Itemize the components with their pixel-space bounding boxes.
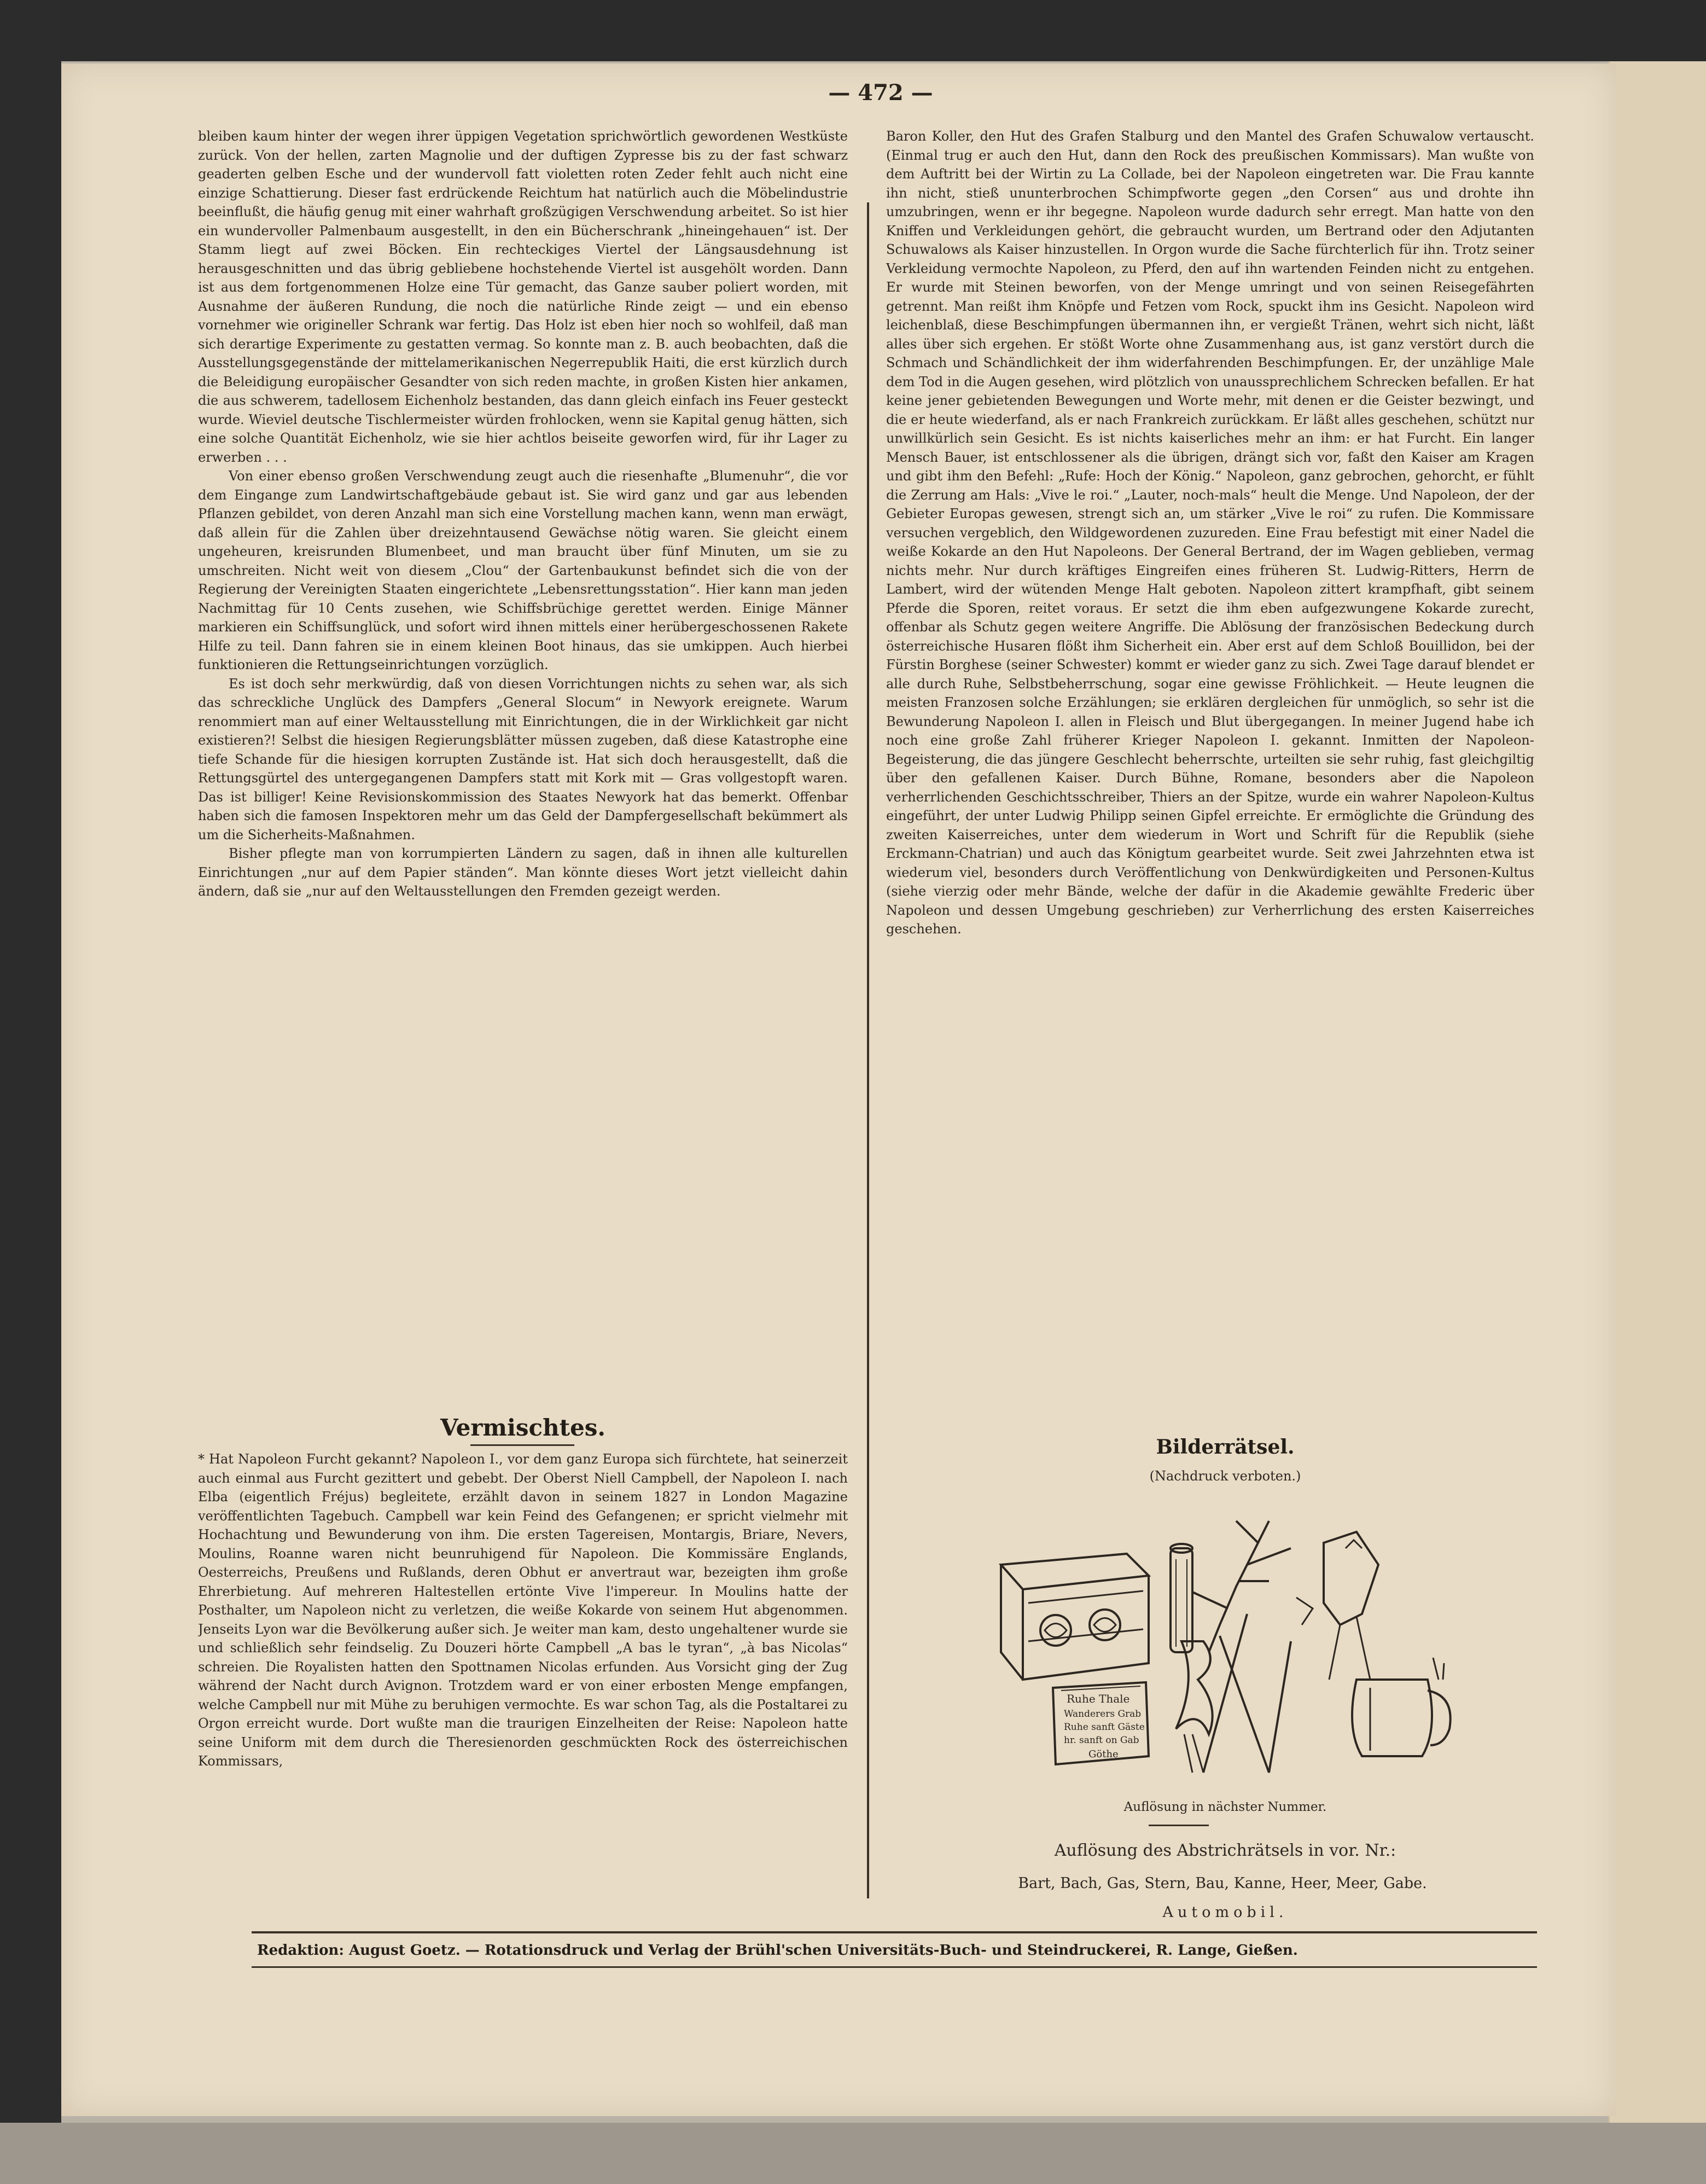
sign-line: Göthe — [1088, 1749, 1119, 1760]
section-heading: Vermischtes. — [440, 1414, 606, 1441]
puzzle-subtitle: (Nachdruck verboten.) — [1149, 1468, 1301, 1484]
page-number: — 472 — — [828, 80, 933, 106]
next-page-edge — [1608, 61, 1706, 2123]
left-paragraph: Von einer ebenso großen Verschwendung zeugt auch die riesenhafte „Blumenuhr“, die vor dem Eingange zum Landwirtschaftgebäude gebaut ist. Sie wird ganz und gar aus lebenden Pflanzen gebildet, von deren Anzahl man sich eine Vorstellung machen kann, wenn man erwägt, daß allein für die Zahlen über dreizehntausend Gewächse nötig waren. Sie gleicht einem ungeheuren, kreisrunden Blumenbeet, und man braucht über fünf Minuten, um sie zu umschreiten. Nicht weit von diesem „Clou“ der Gartenbaukunst befindet sich die von der Regierung der Vereinigten Staaten eingerichtete „Lebensrettungsstation“. Hier kann man jeden Nachmittag für 10 Cents zusehen, wie Schiffsbrüchige gerettet werden. Einige Männer markieren ein Schiffsunglück, und sofort wird ihnen mittels einer herübergeschossenen Rakete Hilfe zu teil. Dann fahren sie in einem kleinen Boot hinaus, das sie umkippen. Auch hierbei funktionieren die Rettungseinrichtungen vorzüglich. — [198, 468, 848, 672]
left-paragraph: Es ist doch sehr merkwürdig, daß von diesen Vorrichtungen nichts zu sehen war, als sich das schreckliche Unglück des Dampfers „General Slocum“ in Newyork ereignete. Warum renommiert man auf einer Weltausstellung mit Einrichtungen, die in der Wirklichkeit gar nicht existieren?! Selbst die hiesigen Regierungsblätter müssen zugeben, daß diese Katastrophe eine tiefe Schande für die hiesigen korrupten Zustände ist. Hat sich doch herausgestellt, daß die Rettungsgürtel des untergegangenen Dampfers statt mit Kork mit — Gras vollgestopft waren. Das ist billiger! Keine Revisionskommission des Staates Newyork hat das bemerkt. Offenbar haben sich die famosen Inspektoren mehr um das Geld der Dampfergesellschaft bekümmert als um die Sicherheits-Maßnahmen. — [198, 676, 848, 843]
sign-line: Ruhe Thale — [1067, 1692, 1130, 1705]
imprint-rule-bottom — [252, 1966, 1537, 1968]
chest-drawing — [1001, 1554, 1149, 1680]
imprint-rule-top — [252, 1931, 1537, 1933]
imprint-line: Redaktion: August Goetz. — Rotationsdruck und Verlag der Brühl'schen Universitäts-Buch- und Steindruckerei, R. Lange, Gießen. — [257, 1942, 1298, 1959]
sign-line: hr. sanft on Gab — [1064, 1735, 1139, 1746]
puzzle-divider — [1149, 1825, 1209, 1826]
jug-drawing — [1352, 1658, 1451, 1756]
cylinder-drawing — [1171, 1544, 1192, 1652]
plant-drawing — [1176, 1641, 1213, 1773]
puzzle-caption: Auflösung in nächster Nummer. — [1123, 1800, 1327, 1814]
solution-answer: Automobil. — [1162, 1904, 1288, 1921]
left-paragraph: bleiben kaum hinter der wegen ihrer üppigen Vegetation sprichwörtlich gewordenen Westküste zurück. Von der hellen, zarten Magnolie und der duftigen Zypresse bis zu der fast schwarz geaderten gelben Esche und der wundervoll fatt violetten roten Zeder fehlt auch nicht eine einzige Schattierung. Dieser fast erdrückende Reichtum hat natürlich auch die Möbelindustrie beeinflußt, die häufig genug mit einer wahrhaft großzügigen Verschwendung arbeitet. So ist hier ein wundervoller Palmenbaum ausgestellt, in den ein Bücherschrank „hineingehauen“ ist. Der Stamm liegt auf zwei Böcken. Ein rechteckiges Viertel der Längsausdehnung ist herausgeschnitten und das übrig gebliebene hochstehende Viertel ist ausgehölt worden. Dann ist aus dem fortgenommenen Holze eine Tür gemacht, das Ganze sauber poliert worden, mit Ausnahme der äußeren Rundung, die noch die natürliche Rinde zeigt — und ein ebenso vornehmer wie origineller Schrank war fertig. Das Holz ist eben hier noch so wohlfeil, daß man sich derartige Experimente zu gestatten vermag. So konnte man z. B. auch beobachten, daß die Ausstellungsgegenstände der mittelamerikanischen Negerrepublik Haiti, die erst kürzlich durch die Beleidigung europäischer Gesandter von sich reden machte, in großen Kisten hier ankamen, die aus schwerem, tadellosem Eichenholz bestanden, das dann gleich einfach ins Feuer gesteckt wurde. Wieviel deutsche Tischlermeister würden frohlocken, wenn sie Kapital genug hätten, sich eine solche Quantität Eichenholz, wie sie hier achtlos beiseite geworfen wird, für ihr Lager zu erwerben . . . — [198, 129, 848, 465]
hand-drawing — [1324, 1532, 1378, 1680]
scan-border-bottom — [0, 2123, 1706, 2184]
right-column — [886, 127, 1534, 1418]
puzzle-title: Bilderrätsel. — [1156, 1436, 1295, 1459]
picture-puzzle-illustration — [963, 1499, 1488, 1789]
scan-border-left — [0, 0, 61, 2184]
solution-words: Bart, Bach, Gas, Stern, Bau, Kanne, Heer, Meer, Gabe. — [1018, 1875, 1427, 1892]
column-divider — [867, 202, 869, 1898]
section-heading-rule — [470, 1444, 574, 1446]
sign-line: Wanderers Grab — [1064, 1709, 1142, 1720]
solution-heading: Auflösung des Abstrichrätsels in vor. Nr.: — [1054, 1841, 1396, 1860]
sign-line: Ruhe sanft Gäste — [1064, 1722, 1145, 1733]
scan-border-top — [0, 0, 1706, 61]
section-article: * Hat Napoleon Furcht gekannt? Napoleon I., vor dem ganz Europa sich fürchtete, hat seinerzeit auch einmal aus Furcht gezittert und gebebt. Der Oberst Niell Campbell, der Napoleon I. nach Elba (eigentlich Fréjus) begleitete, erzählt davon in seinem 1827 in London Magazine veröffentlichten Tagebuch. Campbell war kein Feind des Gefangenen; er spricht vielmehr mit Hochachtung und Bewunderung von ihm. Die ersten Tagereisen, Montargis, Briare, Nevers, Moulins, Roanne waren nicht beunruhigend für Napoleon. Die Kommissäre Englands, Oesterreichs, Preußens und Rußlands, deren Obhut er anvertraut war, bezeigten ihm große Ehrerbietung. Auf mehreren Haltestellen ertönte Vive l'impereur. In Moulins hatte der Posthalter, um Napoleon nicht zu verletzen, die weiße Kokarde von seinem Hut abgenommen. Jenseits Lyon war die Bevölkerung außer sich. Je weiter man kam, desto ungehaltener wurde sie und schließlich sehr feindselig. Zu Douzeri hörte Campbell „A bas le tyran“, „à bas Nicolas“ schreien. Die Royalisten hatten den Spottnamen Nicolas erfunden. Aus Vorsicht ging der Zug während der Nacht durch Avignon. Trotzdem ward er von einer erbosten Menge empfangen, welche Campbell nur mit Mühe zu beruhigen vermochte. Es war schon Tag, als die Postaltarei zu Orgon erreicht wurde. Dort wußte man die traurigen Einzelheiten der Reise: Napoleon hatte seine Uniform mit dem durch die Theresienorden geschmückten Rock des österreichischen Kommissars, — [198, 1451, 848, 1769]
right-paragraph: Baron Koller, den Hut des Grafen Stalburg und den Mantel des Grafen Schuwalow vertauscht. (Einmal trug er auch den Hut, dann den Rock des preußischen Kommissars). Man wußte von dem Auftritt bei der Wirtin zu La Collade, bei der Napoleon eingetreten war. Die Frau kannte ihn nicht, stieß ununterbrochen Schimpfworte gegen „den Corsen“ aus und drohte ihn umzubringen, wenn er ihr begegne. Napoleon wurde dadurch sehr erregt. Man hatte von den Kniffen und Verkleidungen gehört, die gebraucht wurden, um Bertrand oder den Adjutanten Schuwalows als Kaiser hinzustellen. In Orgon wurde die Sache fürchterlich für ihn. Trotz seiner Verkleidung vermochte Napoleon, zu Pferd, den auf ihn wartenden Feinden nicht zu entgehen. Er wurde mit Steinen beworfen, von der Menge umringt und von seinen Reisegefährten getrennt. Man reißt ihm Knöpfe und Fetzen vom Rock, spuckt ihm ins Gesicht. Napoleon wird leichenblaß, diese Beschimpfungen übermannen ihn, er vergießt Tränen, wehrt sich nicht, läßt alles über sich ergehen. Er stößt Worte ohne Zusammenhang aus, ist ganz verstört durch die Schmach und Schändlichkeit der ihm widerfahrenden Beschimpfungen. Er, der unzählige Male dem Tod in die Augen gesehen, wird plötzlich von unaussprechlichem Schrecken befallen. Er hat keine jener gebietenden Bewegungen und Worte mehr, mit denen er die Geister bezwingt, und die er heute wiederfand, als er nach Frankreich zurückkam. Er läßt alles geschehen, schützt nur unwillkürlich sein Gesicht. Es ist nichts kaiserliches mehr an ihm: er hat Furcht. Ein langer Mensch Bauer, ist entschlossener als die übrigen, drängt sich vor, faßt den Kaiser am Kragen und gibt ihm den Befehl: „Rufe: Hoch der König.“ Napoleon, ganz gebrochen, gehorcht, er fühlt die Zerrung am Hals: „Vive le roi.“ „Lauter, noch-mals“ heult die Menge. Und Napoleon, der der Gebieter Europas gewesen, strengt sich an, um stärker „Vive le roi“ zu rufen. Die Kommissare versuchen vergeblich, den Wildgewordenen zuzureden. Eine Frau befestigt mit einer Nadel die weiße Kokarde an den Hut Napoleons. Der General Bertrand, der im Wagen geblieben, vermag nichts mehr. Nur durch kräftiges Eingreifen eines früheren St. Ludwig-Ritters, Herrn de Lambert, wird der wütenden Menge Halt geboten. Napoleon zittert krampfhaft, gibt seinem Pferde die Sporen, reitet voraus. Er setzt die ihm eben aufgezwungene Kokarde zurecht, offenbar als Schutz gegen weitere Angriffe. Die Ablösung der französischen Bedeckung durch österreichische Husaren flößt ihm Sicherheit ein. Aber erst auf dem Schloß Bouillidon, bei der Fürstin Borghese (seiner Schwester) kommt er wieder ganz zu sich. Zwei Tage darauf blendet er alle durch Ruhe, Selbstbeherrschung, sogar eine gewisse Fröhlichkeit. — Heute leugnen die meisten Franzosen solche Erzählungen; sie erklären dergleichen für unmöglich, so sehr ist die Bewunderung Napoleon I. allen in Fleisch und Blut übergegangen. In meiner Jugend habe ich noch eine große Zahl früherer Krieger Napoleon I. gekannt. Inmitten der Napoleon-Begeisterung, die das jüngere Geschlecht beherrschte, urteilten sie sehr ruhig, fast gleichgiltig über den gefallenen Kaiser. Durch Bühne, Romane, besonders aber die Napoleon verherrlichenden Geschichtsschreiber, Thiers an der Spitze, wurde ein wahrer Napoleon-Kultus eingeführt, der unter Ludwig Philipp seinen Gipfel erreichte. Er ermöglichte die Gründung des zweiten Kaiserreiches, unter dem wiederum in Wort und Schrift für die Republik (siehe Erckmann-Chatrian) und auch das Königtum gearbeitet wurde. Seit zwei Jahrzehnten etwa ist wiederum viel, besonders durch Veröffentlichung von Denkwürdigkeiten und Personen-Kultus (siehe vierzig oder mehr Bände, welche der dafür in die Akademie gewählte Frederic über Napoleon und dessen Umgebung geschrieben) zur Verherrlichung des ersten Kaiserreiches geschehen. — [886, 129, 1534, 937]
left-paragraph: Bisher pflegte man von korrumpierten Ländern zu sagen, daß in ihnen alle kulturellen Einrichtungen „nur auf dem Papier ständen“. Man könnte dieses Wort jetzt vielleicht dahin ändern, daß sie „nur auf den Weltausstellungen den Fremden gezeigt werden. — [198, 846, 848, 899]
